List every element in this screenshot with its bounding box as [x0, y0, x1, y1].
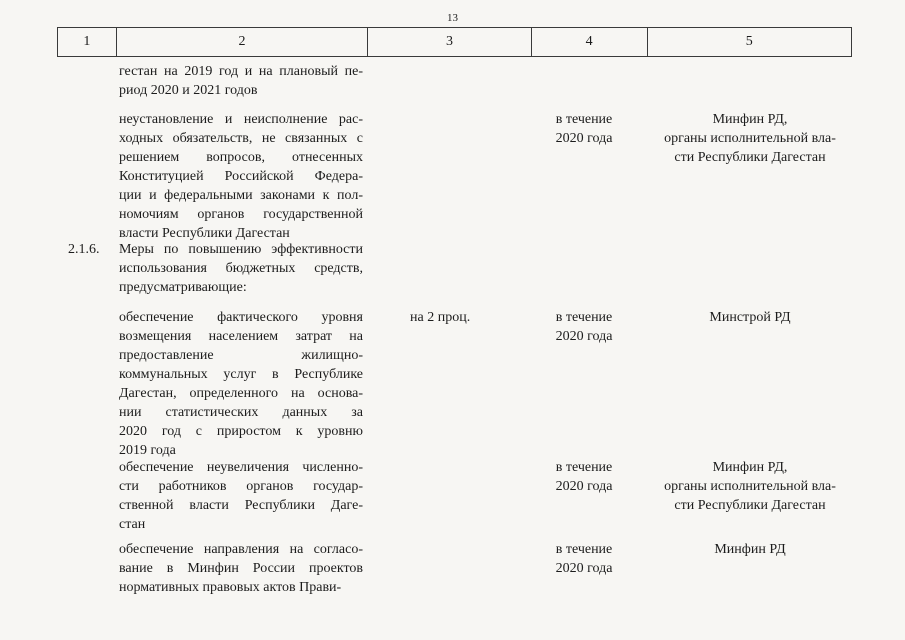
- responsible-line: Минфин РД,: [712, 460, 788, 475]
- item-term: [536, 110, 632, 148]
- term-line: в течение: [555, 542, 613, 557]
- item-value: на 2 проц.: [410, 310, 471, 325]
- term-line: 2020 года: [555, 131, 613, 146]
- table-header: [57, 27, 852, 57]
- term-line: 2020 года: [555, 561, 613, 576]
- term-line: в течение: [555, 112, 613, 127]
- description-line: ходных обязательств, не связанных с: [119, 131, 363, 146]
- page-number: 13: [447, 12, 458, 24]
- item-responsible: [640, 458, 860, 515]
- description-line: 2020 год с приростом к уровню: [119, 424, 363, 439]
- item-description: [119, 308, 363, 460]
- responsible-line: органы исполнительной вла-: [664, 479, 836, 494]
- description-line: ции и федеральными законами к пол-: [119, 188, 363, 203]
- description-line: нии статистических данных за: [119, 405, 363, 420]
- term-line: в течение: [555, 460, 613, 475]
- responsible-line: Минстрой РД: [709, 310, 791, 325]
- term-line: в течение: [555, 310, 613, 325]
- responsible-line: Минфин РД,: [712, 112, 788, 127]
- description-line: возмещения населением затрат на: [119, 329, 363, 344]
- item-number: 2.1.6.: [68, 242, 100, 257]
- term-line: 2020 года: [555, 479, 613, 494]
- item-description: [119, 540, 363, 597]
- item-term: [536, 458, 632, 496]
- description-line: коммунальных услуг в Республике: [119, 367, 363, 382]
- description-line: Конституцией Российской Федера-: [119, 169, 363, 184]
- description-line: неустановление и неисполнение рас-: [119, 112, 363, 127]
- description-line: власти Республики Дагестан: [119, 226, 290, 241]
- item-responsible: [640, 110, 860, 167]
- description-line: обеспечение направления на согласо-: [119, 542, 363, 557]
- description-line: риод 2020 и 2021 годов: [119, 83, 258, 98]
- description-line: 2019 года: [119, 443, 176, 458]
- item-term: [536, 308, 632, 346]
- responsible-line: органы исполнительной вла-: [664, 131, 836, 146]
- description-line: сти работников органов государ-: [119, 479, 363, 494]
- description-line: использования бюджетных средств,: [119, 261, 363, 276]
- responsible-line: Минфин РД: [714, 542, 786, 557]
- description-line: обеспечение неувеличения численно-: [119, 460, 363, 475]
- description-line: Меры по повышению эффективности: [119, 242, 363, 257]
- item-responsible: [640, 308, 860, 327]
- description-line: Дагестан, определенного на основа-: [119, 386, 363, 401]
- term-line: 2020 года: [555, 329, 613, 344]
- description-line: предусматривающие:: [119, 280, 247, 295]
- item-responsible: [640, 540, 860, 559]
- description-line: предоставление жилищно-: [119, 348, 363, 363]
- header-col-3: 3: [368, 28, 532, 56]
- item-term: [536, 540, 632, 578]
- description-line: номочиям органов государственной: [119, 207, 363, 222]
- header-col-5: 5: [745, 34, 753, 49]
- description-line: вание в Минфин России проектов: [119, 561, 363, 576]
- description-line: нормативных правовых актов Прави-: [119, 580, 342, 595]
- responsible-line: сти Республики Дагестан: [674, 498, 826, 513]
- description-line: ственной власти Республики Даге-: [119, 498, 363, 513]
- responsible-line: сти Республики Дагестан: [674, 150, 826, 165]
- item-description: [119, 240, 363, 297]
- description-line: решением вопросов, отнесенных: [119, 150, 363, 165]
- header-col-1: 1: [58, 28, 117, 56]
- item-description: [119, 110, 363, 243]
- item-description: [119, 62, 363, 100]
- header-col-2: 2: [117, 28, 368, 56]
- description-line: гестан на 2019 год и на плановый пе-: [119, 64, 363, 79]
- header-col-4: 4: [532, 28, 648, 56]
- description-line: стан: [119, 517, 146, 532]
- item-description: [119, 458, 363, 534]
- description-line: обеспечение фактического уровня: [119, 310, 363, 325]
